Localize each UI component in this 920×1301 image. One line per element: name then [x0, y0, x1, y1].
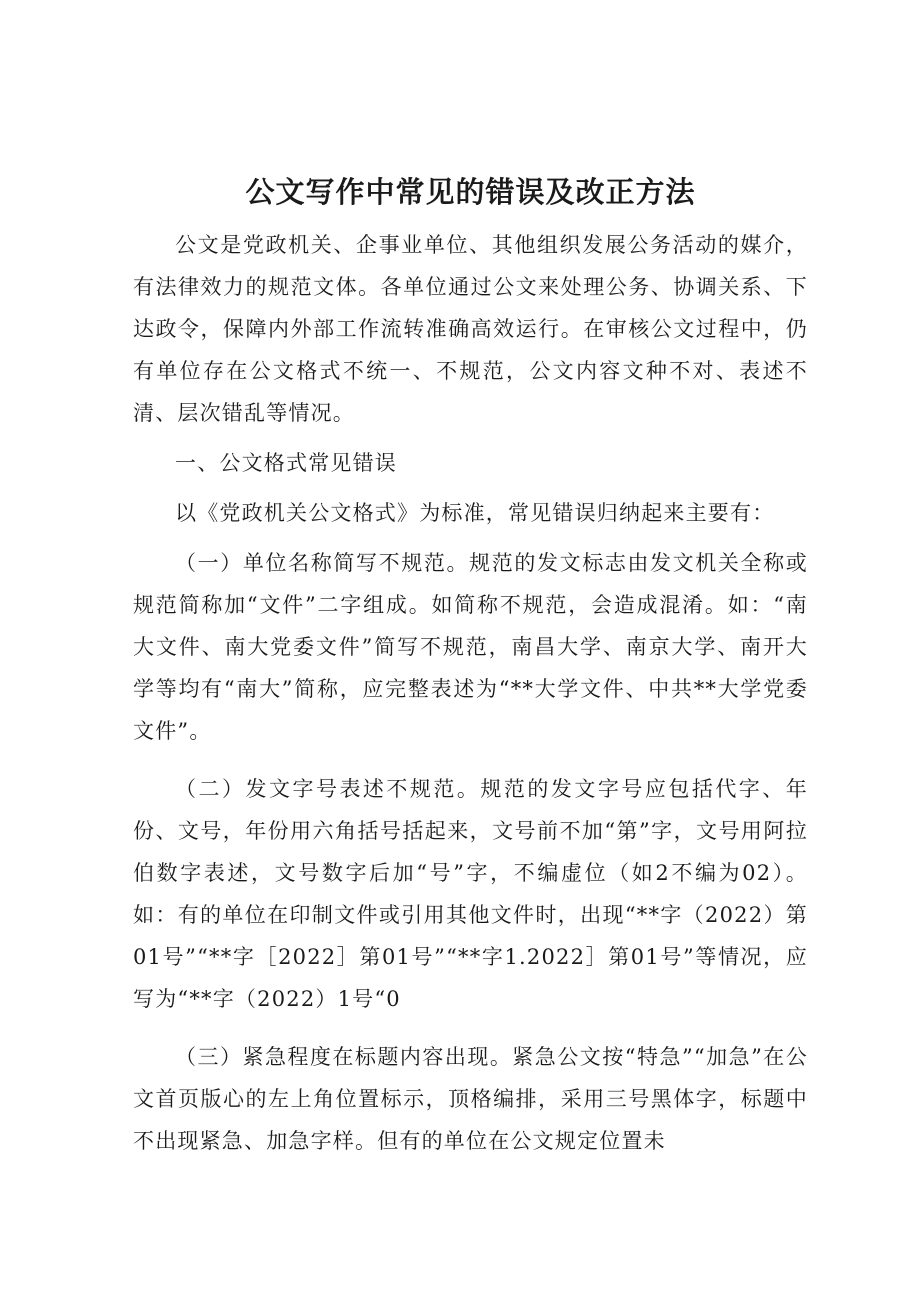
intro-paragraph: 公文是党政机关、企事业单位、其他组织发展公务活动的媒介，有法律效力的规范文体。各单位通过公文来处理公务、协调关系、下达政令，保障内外部工作流转准确高效运行。在审核公文过程中，仍有单位存在公文格式不统一、不规范，公文内容文种不对、表述不清、层次错乱等情况。 [133, 233, 808, 425]
section-heading: 一、公文格式常见错误 [175, 451, 397, 475]
item-3-paragraph: （三）紧急程度在标题内容出现。紧急公文按“特急”“加急”在公文首页版心的左上角位置标示，顶格编排，采用三号黑体字，标题中不出现紧急、加急字样。但有的单位在公文规定位置未 [133, 1045, 808, 1153]
document-title: 公文写作中常见的错误及改正方法 [245, 175, 696, 209]
lead-paragraph: 以《党政机关公文格式》为标准，常见错误归纳起来主要有： [175, 501, 775, 525]
item-2-paragraph: （二）发文字号表述不规范。规范的发文字号应包括代字、年份、文号，年份用六角括号括起来，文号前不加“第”字，文号用阿拉伯数字表述，文号数字后加“号”字，不编虚位（如2不编为02）。如：有的单位在印制文件或引用其他文件时，出现“**字（2022）第01号”“**字［2022］第01号”“**字1.2022］第01号”等情况，应写为“**字（2022）1号“0 [133, 777, 808, 1011]
item-1-paragraph: （一）单位名称简写不规范。规范的发文标志由发文机关全称或规范简称加“文件”二字组成。如简称不规范，会造成混淆。如：“南大文件、南大党委文件”简写不规范，南昌大学、南京大学、南开大学等均有“南大”简称，应完整表述为“**大学文件、中共**大学党委文件”。 [133, 551, 808, 743]
